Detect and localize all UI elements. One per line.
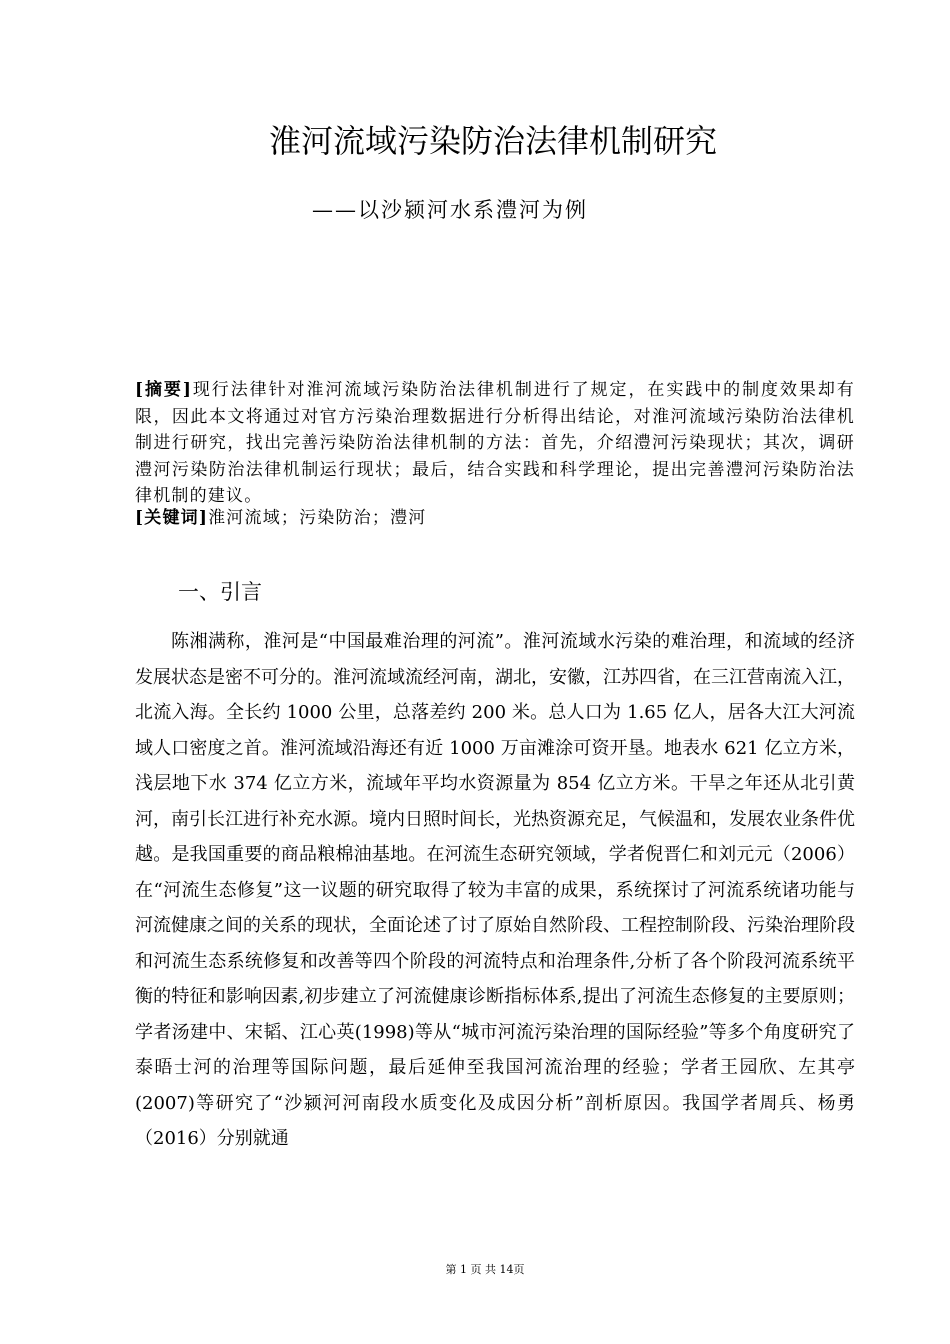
abstract-label: [摘要] [135, 380, 193, 400]
document-title: 淮河流域污染防治法律机制研究 [268, 122, 717, 160]
keywords-label: [关键词] [135, 508, 209, 528]
abstract-paragraph [135, 377, 855, 510]
abstract-text: 现行法律针对淮河流域污染防治法律机制进行了规定，在实践中的制度效果却有限，因此本文将通过对官方污染治理数据进行分析得出结论，对淮河流域污染防治法律机制进行研究，找出完善污染防治法律机制的方法：首先，介绍澧河污染现状；其次，调研澧河污染防治法律机制运行现状；最后，结合实践和科学理论，提出完善澧河污染防治法律机制的建议。 [135, 380, 855, 506]
section-heading: 一、引言 [178, 580, 262, 604]
body-paragraph: 陈湘满称，淮河是“中国最难治理的河流”。淮河流域水污染的难治理，和流域的经济发展状态是密不可分的。淮河流域流经河南，湖北，安徽，江苏四省，在三江营南流入江，北流入海。全长约 1000 公里，总落差约 200 米。总人口为 1.65 亿人，居各大江大河流域人口密度之首。淮河流域沿海还有近 1000 万亩滩涂可资开垦。地表水 621 亿立方米，浅层地下水 374 亿立方米，流域年平均水资源量为 854 亿立方米。干旱之年还从北引黄河，南引长江进行补充水源。境内日照时间长，光热资源充足，气候温和，发展农业条件优越。是我国重要的商品粮棉油基地。在河流生态研究领域，学者倪晋仁和刘元元（2006）在“河流生态修复”这一议题的研究取得了较为丰富的成果，系统探讨了河流系统诸功能与河流健康之间的关系的现状，全面论述了讨了原始自然阶段、工程控制阶段、污染治理阶段和河流生态系统修复和改善等四个阶段的河流特点和治理条件,分析了各个阶段河流系统平衡的特征和影响因素,初步建立了河流健康诊断指标体系,提出了河流生态修复的主要原则；学者汤建中、宋韬、江心英(1998)等从“城市河流污染治理的国际经验”等多个角度研究了泰晤士河的治理等国际问题，最后延伸至我国河流治理的经验；学者王园欣、左其亭(2007)等研究了“沙颍河河南段水质变化及成因分析”剖析原因。我国学者周兵、杨勇（2016）分别就通 [135, 631, 855, 1149]
keywords-text: 淮河流域；污染防治；澧河 [208, 508, 427, 528]
page-footer: 第 1 页 共 14页 [445, 1263, 525, 1276]
document-subtitle: ——以沙颍河水系澧河为例 [312, 198, 588, 222]
keywords-line [135, 505, 855, 531]
